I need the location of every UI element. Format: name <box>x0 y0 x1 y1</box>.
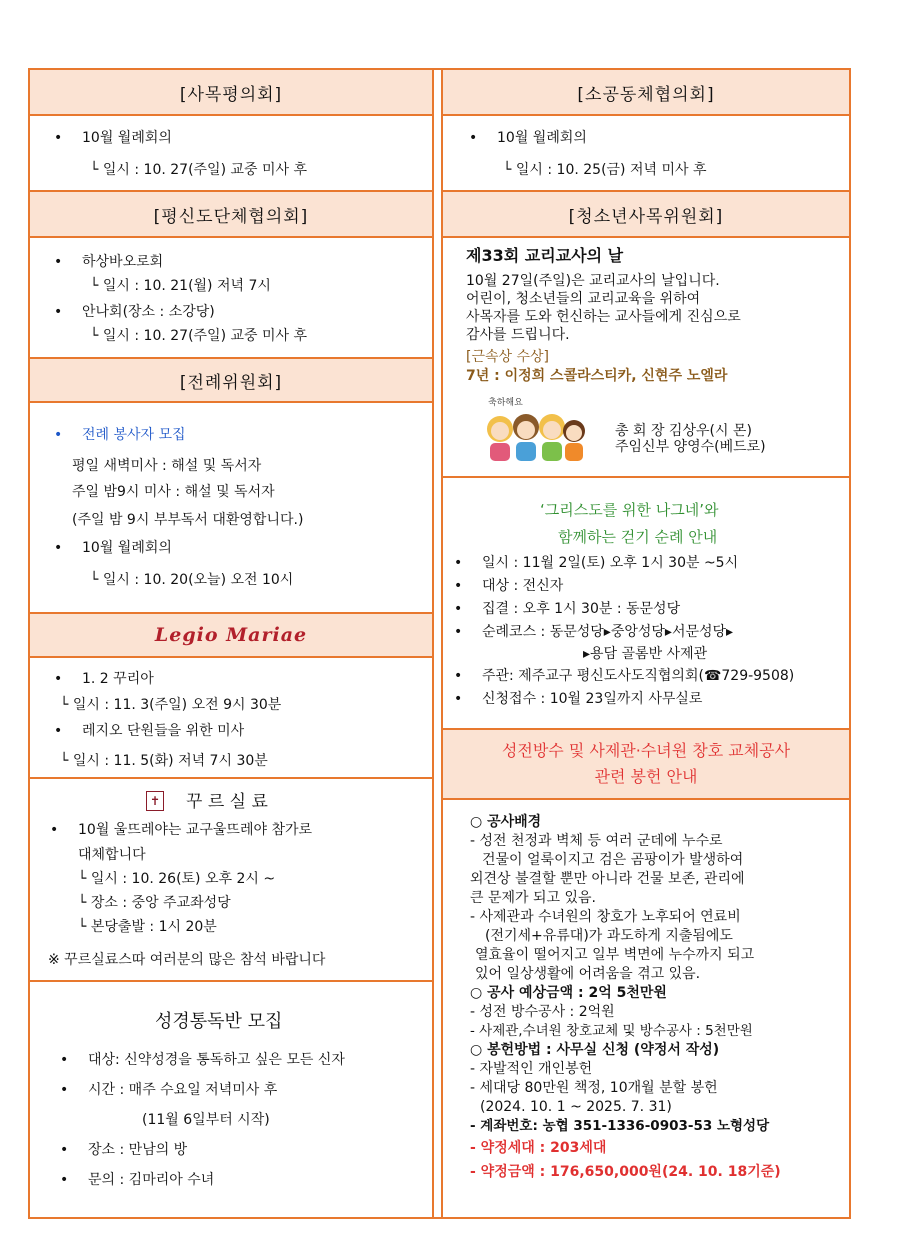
legio-cursillo-divider <box>30 777 432 779</box>
laity-item-2: • 안나회(장소 : 소강당) <box>82 302 215 322</box>
laity-item-1: • 하상바오로회 <box>82 252 163 272</box>
pastoral-council-title: [사목평의회] <box>179 84 283 105</box>
youth-signature-1: 총 회 장 김상우(시 몬) <box>615 423 752 439</box>
cursillo-depart: └ 본당출발 : 1시 20분 <box>78 919 217 935</box>
bible-title: 성경통독반 모집 <box>155 1011 283 1032</box>
pilgrimage-meet: • 집결 : 오후 1시 30분 : 동문성당 <box>482 599 680 619</box>
cursillo-item-1: • 10월 울뜨레야는 교구울뜨레야 참가로 <box>78 820 312 840</box>
youth-committee-title: [청소년사목위원회] <box>568 206 724 227</box>
legio-header <box>30 612 432 658</box>
construction-method-2: - 세대당 80만원 책정, 10개월 분할 봉헌 <box>470 1080 718 1096</box>
cursillo-emblem-icon: ✝ <box>146 791 164 811</box>
construction-method-3: (2024. 10. 1 ~ 2025. 7. 31) <box>480 1099 672 1115</box>
pilgrimage-target: • 대상 : 전신자 <box>482 576 563 596</box>
pilgrimage-course: • 순례코스 : 동문성당▸중앙성당▸서문성당▸ <box>482 622 733 642</box>
construction-households: - 약정세대 : 203세대 <box>470 1140 607 1156</box>
construction-background-2: 건물이 얼룩이지고 검은 곰팡이가 발생하여 <box>482 852 744 868</box>
community-date: └ 일시 : 10. 25(금) 저녁 미사 후 <box>503 162 707 178</box>
construction-account: - 계좌번호: 농협 351-1336-0903-53 노형성당 <box>470 1118 770 1134</box>
pilgrimage-course-2: ▸용담 골롬반 사제관 <box>583 646 708 662</box>
liturgy-committee-title: [전례위원회] <box>179 372 283 393</box>
construction-background-5: - 사제관과 수녀원의 창호가 노후되어 연료비 <box>470 909 741 925</box>
laity-council-title: [평신도단체협의회] <box>153 206 309 227</box>
community-council-title: [소공동체협의회] <box>577 84 715 105</box>
pastoral-item: • 10월 월례회의 <box>82 128 172 148</box>
youth-paragraph-3: 사목자를 도와 헌신하는 교사들에게 진심으로 <box>466 309 741 325</box>
construction-background-8: 있어 일상생활에 어려움을 겪고 있음. <box>475 966 701 982</box>
column-divider-left <box>432 68 434 1219</box>
youth-award-heading: [근속상 수상] <box>466 349 549 365</box>
bible-target: • 대상: 신약성경을 통독하고 싶은 모든 신자 <box>88 1050 345 1070</box>
liturgy-committee-header <box>30 357 432 403</box>
liturgy-line-1: 평일 새벽미사 : 해설 및 독서자 <box>72 458 262 474</box>
youth-paragraph-1: 10월 27일(주일)은 교리교사의 날입니다. <box>466 273 720 289</box>
legio-date-1: └ 일시 : 11. 3(주일) 오전 9시 30분 <box>60 697 282 713</box>
pilgrimage-title-2: 함께하는 걷기 순례 안내 <box>558 528 718 546</box>
pilgrimage-host: • 주관: 제주교구 평신도사도직협의회(☎729-9508) <box>482 666 794 686</box>
legio-item-1: • 1. 2 꾸리아 <box>82 669 154 689</box>
liturgy-recruit: • 전례 봉사자 모집 <box>82 425 186 445</box>
laity-council-header <box>30 190 432 238</box>
cursillo-item-1b: 대체합니다 <box>78 847 146 863</box>
column-divider-right <box>441 68 443 1219</box>
construction-header <box>443 728 849 800</box>
construction-background-4: 큰 문제가 되고 있음. <box>470 890 596 906</box>
liturgy-date: └ 일시 : 10. 20(오늘) 오전 10시 <box>90 572 294 588</box>
construction-background-1: - 성전 천정과 벽체 등 여러 군데에 누수로 <box>470 833 723 849</box>
bible-time: • 시간 : 매주 수요일 저녁미사 후 <box>88 1080 277 1100</box>
pastoral-date: └ 일시 : 10. 27(주일) 교중 미사 후 <box>90 162 308 178</box>
construction-method-1: - 자발적인 개인봉헌 <box>470 1061 593 1077</box>
construction-background-heading: ○ 공사배경 <box>470 814 542 830</box>
laity-date-1: └ 일시 : 10. 21(월) 저녁 7시 <box>90 278 271 294</box>
youth-signature-2: 주임신부 양영수(베드로) <box>615 439 766 455</box>
construction-cost-heading: ○ 공사 예상금액 : 2억 5천만원 <box>470 985 667 1001</box>
cursillo-note: ※ 꾸르실료스따 여러분의 많은 참석 바랍니다 <box>48 952 326 968</box>
bible-place: • 장소 : 만남의 방 <box>88 1140 187 1160</box>
youth-heading: 제33회 교리교사의 날 <box>466 246 624 265</box>
cursillo-date: └ 일시 : 10. 26(토) 오후 2시 ~ <box>78 871 276 887</box>
celebration-children-illustration <box>478 393 588 469</box>
pilgrimage-title-1: ‘그리스도를 위한 나그네’와 <box>540 501 719 519</box>
construction-method-heading: ○ 봉헌방법 : 사무실 신청 (약정서 작성) <box>470 1042 720 1058</box>
construction-background-7: 열효율이 떨어지고 일부 벽면에 누수까지 되고 <box>475 947 755 963</box>
construction-background-6: (전기세+유류대)가 과도하게 지출됨에도 <box>485 928 733 944</box>
community-council-header <box>443 70 849 116</box>
youth-award-line: 7년 : 이정희 스콜라스티카, 신현주 노엘라 <box>466 368 728 384</box>
youth-paragraph-4: 감사를 드립니다. <box>466 327 570 343</box>
construction-title-1: 성전방수 및 사제관·수녀원 창호 교체공사 <box>501 741 791 760</box>
pilgrimage-apply: • 신청접수 : 10월 23일까지 사무실로 <box>482 689 702 709</box>
legio-title: Legio Mariae <box>154 624 308 646</box>
laity-date-2: └ 일시 : 10. 27(주일) 교중 미사 후 <box>90 328 308 344</box>
construction-title-2: 관련 봉헌 안내 <box>594 767 698 786</box>
celebration-banner-text: 축하해요 <box>488 398 523 408</box>
construction-amount: - 약정금액 : 176,650,000원(24. 10. 18기준) <box>470 1164 781 1180</box>
liturgy-item: • 10월 월례회의 <box>82 538 172 558</box>
construction-cost-2: - 사제관,수녀원 창호교체 및 방수공사 : 5천만원 <box>470 1023 753 1039</box>
pilgrimage-date: • 일시 : 11월 2일(토) 오후 1시 30분 ~5시 <box>482 553 738 573</box>
youth-committee-header <box>443 190 849 238</box>
construction-cost-1: - 성전 방수공사 : 2억원 <box>470 1004 615 1020</box>
cursillo-place: └ 장소 : 중앙 주교좌성당 <box>78 895 231 911</box>
legio-item-2: • 레지오 단원들을 위한 미사 <box>82 721 244 741</box>
liturgy-line-3: (주일 밤 9시 부부독서 대환영합니다.) <box>72 512 304 528</box>
legio-date-2: └ 일시 : 11. 5(화) 저녁 7시 30분 <box>60 753 268 769</box>
bible-contact: • 문의 : 김마리아 수녀 <box>88 1170 214 1190</box>
cursillo-title: 꾸 르 실 료 <box>186 792 268 812</box>
construction-background-3: 외견상 불결할 뿐만 아니라 건물 보존, 관리에 <box>470 871 745 887</box>
liturgy-line-2: 주일 밤9시 미사 : 해설 및 독서자 <box>72 484 275 500</box>
youth-paragraph-2: 어린이, 청소년들의 교리교육을 위하여 <box>466 291 701 307</box>
bible-time-2: (11월 6일부터 시작) <box>142 1112 270 1128</box>
youth-pilgrimage-divider <box>443 476 849 478</box>
pastoral-council-header <box>30 70 432 116</box>
community-item: • 10월 월례회의 <box>497 128 587 148</box>
cursillo-bible-divider <box>30 980 432 982</box>
